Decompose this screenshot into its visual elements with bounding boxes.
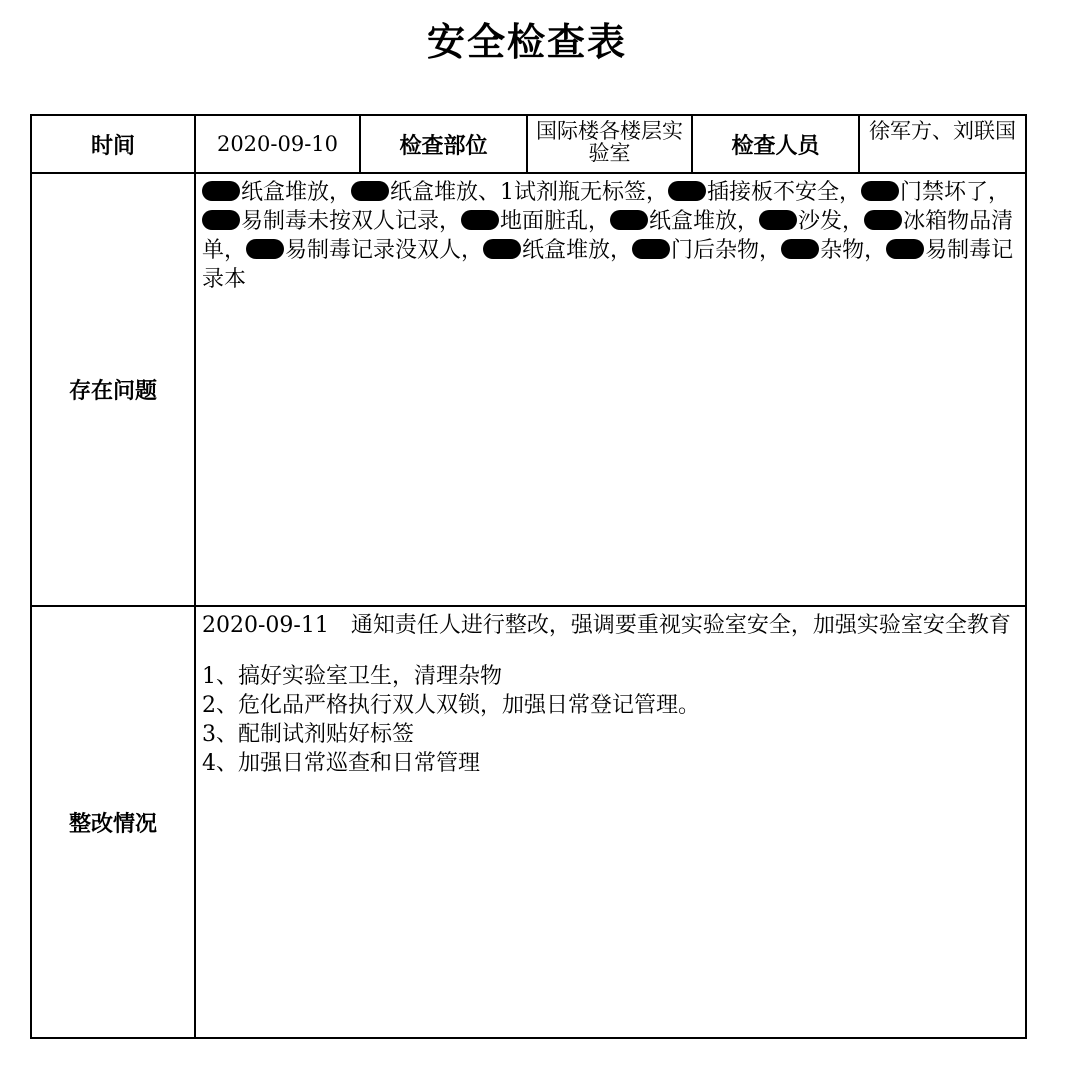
issues-content [195,173,1026,606]
issue-item: 纸盒堆放， [522,238,633,263]
rectification-step: 2、危化品严格执行双人双锁，加强日常登记管理。 [202,693,700,718]
spacer [202,640,1019,662]
redaction-mark [632,239,670,259]
rectification-row [31,606,1026,1038]
rectification-label: 整改情况 [31,606,195,1038]
issue-item: 纸盒堆放， [241,180,352,205]
issue-item: 插接板不安全， [707,180,862,205]
inspector-value: 徐军方、刘联国 [859,115,1026,173]
issues-label: 存在问题 [31,173,195,606]
redaction-mark [351,181,389,201]
issue-item: 沙发， [798,209,865,234]
redaction-mark [886,239,924,259]
issue-item: 易制毒记录本 [202,238,1014,292]
redaction-mark [861,181,899,201]
redaction-mark [246,239,284,259]
issue-item: 地面脏乱， [500,209,611,234]
issue-item: 门禁坏了， [900,180,1011,205]
redaction-mark [864,210,902,230]
page-title: 安全检查表 [426,20,627,64]
issue-item: 易制毒未按双人记录， [241,209,462,234]
header-row [31,115,1026,173]
redaction-mark [668,181,706,201]
issue-item: 纸盒堆放、1试剂瓶无标签， [390,180,669,205]
issue-item: 易制毒记录没双人， [285,238,484,263]
redaction-mark [781,239,819,259]
time-label: 时间 [31,115,195,173]
time-value: 2020-09-10 [195,115,360,173]
inspection-table [30,114,1027,1039]
rectification-intro: 2020-09-11 通知责任人进行整改，强调要重视实验室安全，加强实验室安全教育 [202,613,1011,638]
rectification-step: 4、加强日常巡查和日常管理 [202,751,480,776]
redaction-mark [202,181,240,201]
issue-item: 杂物， [820,238,887,263]
inspector-label: 检查人员 [692,115,859,173]
location-label: 检查部位 [360,115,527,173]
issues-row [31,173,1026,606]
issue-item: 冰箱物品清单， [202,209,1014,263]
redaction-mark [610,210,648,230]
rectification-content [195,606,1026,1038]
rectification-step: 1、搞好实验室卫生，清理杂物 [202,664,502,689]
redaction-mark [461,210,499,230]
rectification-step: 3、配制试剂贴好标签 [202,722,414,747]
redaction-mark [202,210,240,230]
issue-item: 纸盒堆放， [649,209,760,234]
issue-item: 门后杂物， [671,238,782,263]
redaction-mark [483,239,521,259]
redaction-mark [759,210,797,230]
location-value: 国际楼各楼层实验室 [527,115,692,173]
